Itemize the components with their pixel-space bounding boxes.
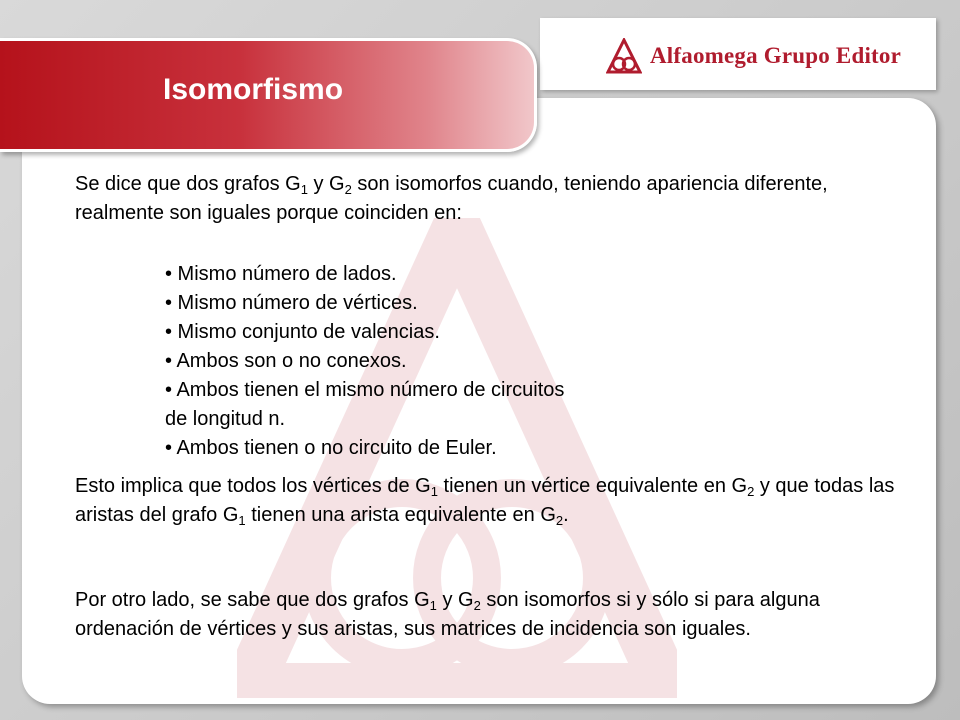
page-title: Isomorfismo [163, 73, 344, 106]
list-item: • Mismo número de vértices. [165, 292, 418, 314]
criteria-list [165, 260, 765, 463]
list-item: • Ambos tienen el mismo número de circuitos [165, 379, 565, 401]
intro-paragraph: Se dice que dos grafos $G_1$ y $G_2$ son isomorfos cuando, teniendo apariencia diferente, realmente son iguales porque coinciden en: [75, 173, 828, 224]
publisher-name: Alfaomega Grupo Editor [650, 43, 901, 68]
list-item: • Ambos tienen o no circuito de Euler. [165, 437, 497, 459]
implication-paragraph: Esto implica que todos los vértices de $G_1$ tienen un vértice equivalente en $G_2$ y que todas las aristas del grafo $G_1$ tienen una arista equivalente en $G_2$. [75, 475, 895, 528]
publisher-logo [606, 36, 901, 76]
list-item: • Mismo número de lados. [165, 263, 397, 285]
alfaomega-triangle-icon [606, 38, 642, 74]
list-item: • Ambos son o no conexos. [165, 350, 407, 372]
list-item-continuation: de longitud n. [165, 408, 286, 430]
list-item: • Mismo conjunto de valencias. [165, 321, 440, 343]
incidence-paragraph: Por otro lado, se sabe que dos grafos $G_1$ y $G_2$ son isomorfos si y sólo si para alguna ordenación de vértices y sus aristas, sus matrices de incidencia son iguales. [75, 589, 820, 640]
